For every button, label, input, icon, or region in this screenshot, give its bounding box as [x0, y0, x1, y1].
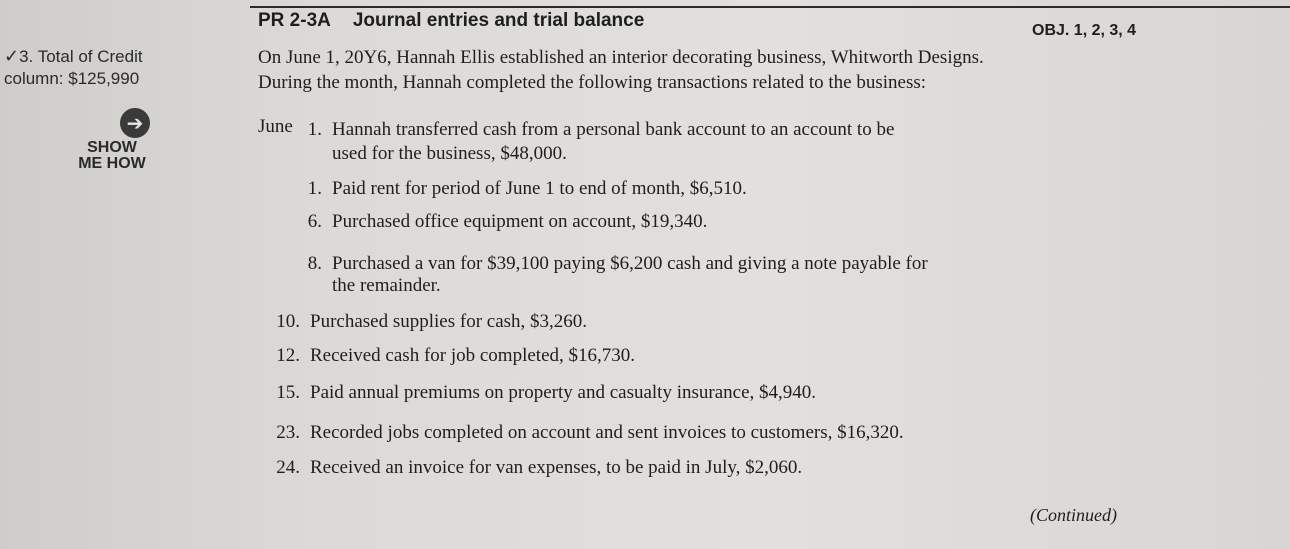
note-line-2: column: $125,990 — [4, 69, 140, 88]
checkmark-icon: ✓ — [4, 46, 20, 66]
problem-intro — [258, 45, 1268, 95]
intro-line-1: On June 1, 20Y6, Hannah Ellis established an interior decorating business, Whitworth Designs. — [258, 47, 984, 68]
objectives-label: OBJ. 1, 2, 3, 4 — [1032, 22, 1137, 39]
note-line-1: 3. Total of Credit — [19, 47, 143, 66]
month-label: June — [258, 116, 293, 137]
arrow-right-icon: ➔ — [120, 108, 150, 138]
show-me-how-label: SHOW ME HOW — [78, 139, 146, 172]
intro-line-2: During the month, Hannah completed the following transactions related to the business: — [258, 72, 927, 93]
problem-id: PR 2-3A — [258, 10, 331, 31]
problem-header — [258, 10, 644, 32]
textbook-page: ✓3. Total of Credit column: $125,990 ➔ SHOW ME HOW PR 2-3A Journal entries and trial balance OBJ. 1, 2, 3, 4 On June 1, 20Y6, Hannah Ellis established an interior decorating business, Whitworth Designs. During the month, Hannah completed the following transactions related to the business: June 1. Hannah transferred cash from a personal bank account to an account to be used for the business, $48,000. 1. Paid rent for period of June 1 to end of month, $6,510. 6. Purchased office equipment on account, $19,340. 8. Purchased a van for $39,100 paying $6,200 cash and giving a note payable for the remainder. 10. Purchased supplies for cash, $3,260. 12. Received cash for job completed, $16,730. 15. Paid annual premiums on property and casualty insurance, $4,940. 23. Recorded jobs completed on account and sent invoices to customers, $16,320. 24. Received an invoice for van expenses, to be paid in July, $2,060. (Continued) — [0, 0, 1290, 549]
margin-column — [0, 0, 230, 549]
top-rule — [250, 6, 1290, 8]
answer-check-note — [4, 45, 204, 90]
continued-label: (Continued) — [1030, 505, 1117, 525]
problem-title: Journal entries and trial balance — [352, 10, 645, 31]
